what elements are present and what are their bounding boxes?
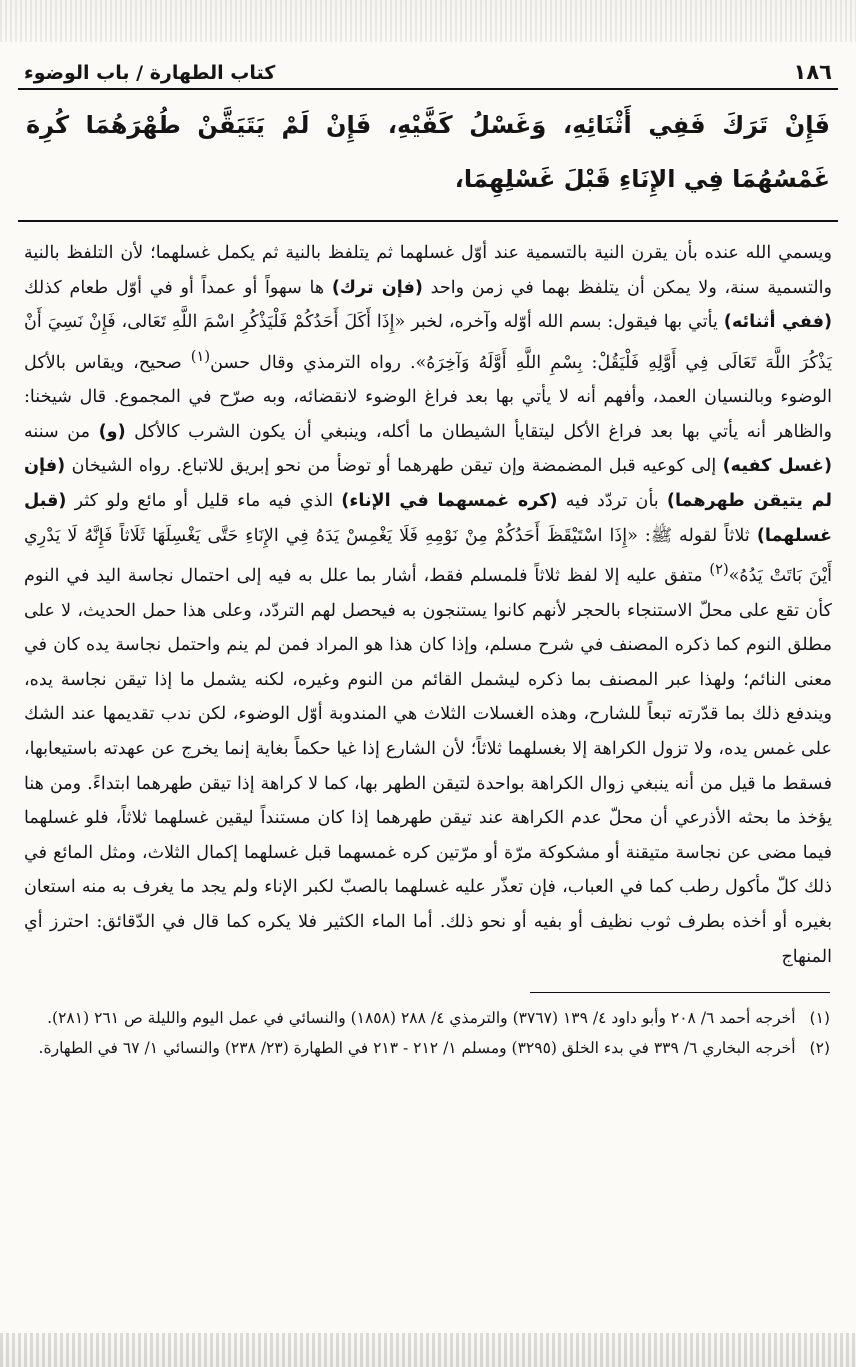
matn-quote: (فإن ترك): [331, 277, 423, 298]
book-page: [18, 44, 838, 1324]
matn-quote: (و): [98, 421, 126, 442]
running-title: كتاب الطهارة / باب الوضوء: [24, 62, 276, 84]
commentary-text: [18, 222, 838, 974]
page-header: [18, 44, 838, 84]
commentary-segment: من سننه: [24, 421, 99, 442]
footnote-number: (٢): [809, 1039, 830, 1058]
footnote-ref[interactable]: (٢): [709, 561, 729, 579]
page-number: ١٨٦: [793, 60, 832, 84]
footnotes: [18, 993, 838, 1063]
commentary-segment: صحيح، ويقاس بالأكل الوضوء وبالنسيان العمد، وأفهم أنه لا يأتي بها بعد فراغ الوضوء لانقضائه، وبه صرّح في المجموع. قال شيخنا: والظاهر أنه يأتي بها بعد فراغ الأكل ليتقايأ الشيطان ما أكله، وينبغي أن يكون الشرب كالأكل: [24, 352, 832, 442]
commentary-segment: الذي فيه ماء قليل أو مائع ولو كثر: [66, 491, 342, 512]
commentary-segment: ويسمي الله عنده بأن يقرن النية بالتسمية عند أوّل غسلهما ثم يتلفظ بالنية ثم يكمل غسلهما؛ لأن التلفظ بالنية والتسمية سنة، ولا يمكن أن يتلفظ بهما في زمن واحد: [24, 243, 832, 298]
matn-quote: (كره غمسهما في الإناء): [341, 491, 558, 512]
footnote: [26, 1033, 830, 1063]
footnote-number: (١): [809, 1009, 830, 1028]
footnote: [26, 1003, 830, 1033]
commentary-segment: يأتي بها فيقول: بسم الله أوّله وآخره، لخبر «إِذَا أَكَلَ أَحَدُكُمْ فَلْيَذْكُرِ اسْمَ اللَّهِ تَعَالى، فَإِنْ نَسِيَ أَنْ يَذْكُرَ اللَّهَ تَعَالَى فِي أَوَّلِهِ فَلْيَقُلْ: بِسْمِ اللَّهِ أَوَّلَهُ وَآخِرَهُ». رواه الترمذي وقال حسن: [24, 312, 832, 373]
scan-edge-bottom: [0, 1333, 856, 1367]
commentary-segment: ها سهواً أو عمداً أو في أوّل طعام كذلك: [24, 277, 332, 298]
footnote-text: أخرجه أحمد ٦/ ٢٠٨ وأبو داود ٤/ ١٣٩ (٣٧٦٧) والترمذي ٤/ ٢٨٨ (١٨٥٨) والنسائي في عمل اليوم والليلة ص ٢٦١ (٢٨١).: [47, 1009, 796, 1028]
matn-quote: (ففي أثنائه): [723, 312, 833, 333]
commentary-segment: ثلاثاً لقوله ﷺ: «إِذَا اسْتَيْقَظَ أَحَدُكُمْ مِنْ نَوْمِهِ فَلَا يَغْمِسْ يَدَهُ فِي الإِنَاءِ حَتَّى يَغْسِلَهَا ثَلَاثاً فَإِنَّهُ لَا يَدْرِي أَيْنَ بَاتَتْ يَدُهُ»: [24, 525, 832, 587]
matn-quote: (غسل كفيه): [722, 456, 832, 477]
matn-quote: (فإن لم يتيقن طهرهما): [24, 456, 832, 512]
commentary-segment: متفق عليه إلا لفظ ثلاثاً فلمسلم فقط، أشار بما علل به فيه إلى احتمال نجاسة اليد في النوم كأن تقع على محلّ الاستنجاء بالحجر لأنهم كانوا يستنجون به فيحصل لهم التردّد، وعلى هذا حمل الحديث، لا على مطلق النوم كما ذكره المصنف في شرح مسلم، وإذا كان هذا هو المراد فمن لم ينم واحتمل نجاسة يده كان في معنى النائم؛ ولهذا عبر المصنف بما ذكره ليشمل القائم من النوم وغيره، لكنه يشمل ما إذا تيقن نجاسة يده، ويندفع ذلك بما قدّرته تبعاً للشارح، وهذه الغسلات الثلاث هي المندوبة أوّل الوضوء، لكن ندب تقديمها عند الشك على غمس يده، ولا تزول الكراهة إلا بغسلهما ثلاثاً؛ لأن الشارع إذا غيا حكماً بغاية إنما يخرج عن عهدته باستيعابها، فسقط ما قيل من أنه ينبغي زوال الكراهة بواحدة لتيقن الطهر بها، كما لا كراهة إذا تيقن طهرهما ابتداءً. ومن هنا يؤخذ ما بحثه الأذرعي أن محلّ عدم الكراهة عند تيقن طهرهما إذا كان مستنداً ليقين غسلهما ثلاثاً، فلو غسلهما فيما مضى عن نجاسة متيقنة أو مشكوكة مرّة أو مرّتين كره غمسهما قبل غسلهما إكمال الثلاث، ومثل المائع في ذلك كلّ مأكول رطب كما في العباب، فإن تعذّر عليه غسلهما بالصبّ لكبر الإناء ولم يجد ما يغرف به منه استعان بغيره أو أخذه بطرف ثوب نظيف أو بفيه أو نحو ذلك. أما الماء الكثير فلا يكره كما قال في الدّقائق: احترز أي المنهاج: [24, 566, 832, 967]
footnote-ref[interactable]: (١): [190, 347, 211, 365]
commentary-segment: بأن تردّد فيه: [557, 491, 667, 512]
scan-edge-top: [0, 0, 856, 42]
footnote-text: أخرجه البخاري ٦/ ٣٣٩ في بدء الخلق (٣٢٩٥) ومسلم ١/ ٢١٢ - ٢١٣ في الطهارة (٢٣/ ٢٣٨) والنسائي ١/ ٦٧ في الطهارة.: [38, 1039, 796, 1058]
matn-text: فَإِنْ تَرَكَ فَفِي أَثْنَائِهِ، وَغَسْلُ كَفَّيْهِ، فَإِنْ لَمْ يَتَيَقَّنْ طُهْرَهُمَا كُرِهَ غَمْسُهُمَا فِي الإِنَاءِ قَبْلَ غَسْلِهِمَا،: [26, 111, 830, 193]
matn-quote: (قبل غسلهما): [24, 491, 832, 546]
commentary-segment: إلى كوعيه قبل المضمضة وإن تيقن طهرهما أو توضأ من نحو إبريق للاتباع. رواه الشيخان: [65, 456, 723, 477]
